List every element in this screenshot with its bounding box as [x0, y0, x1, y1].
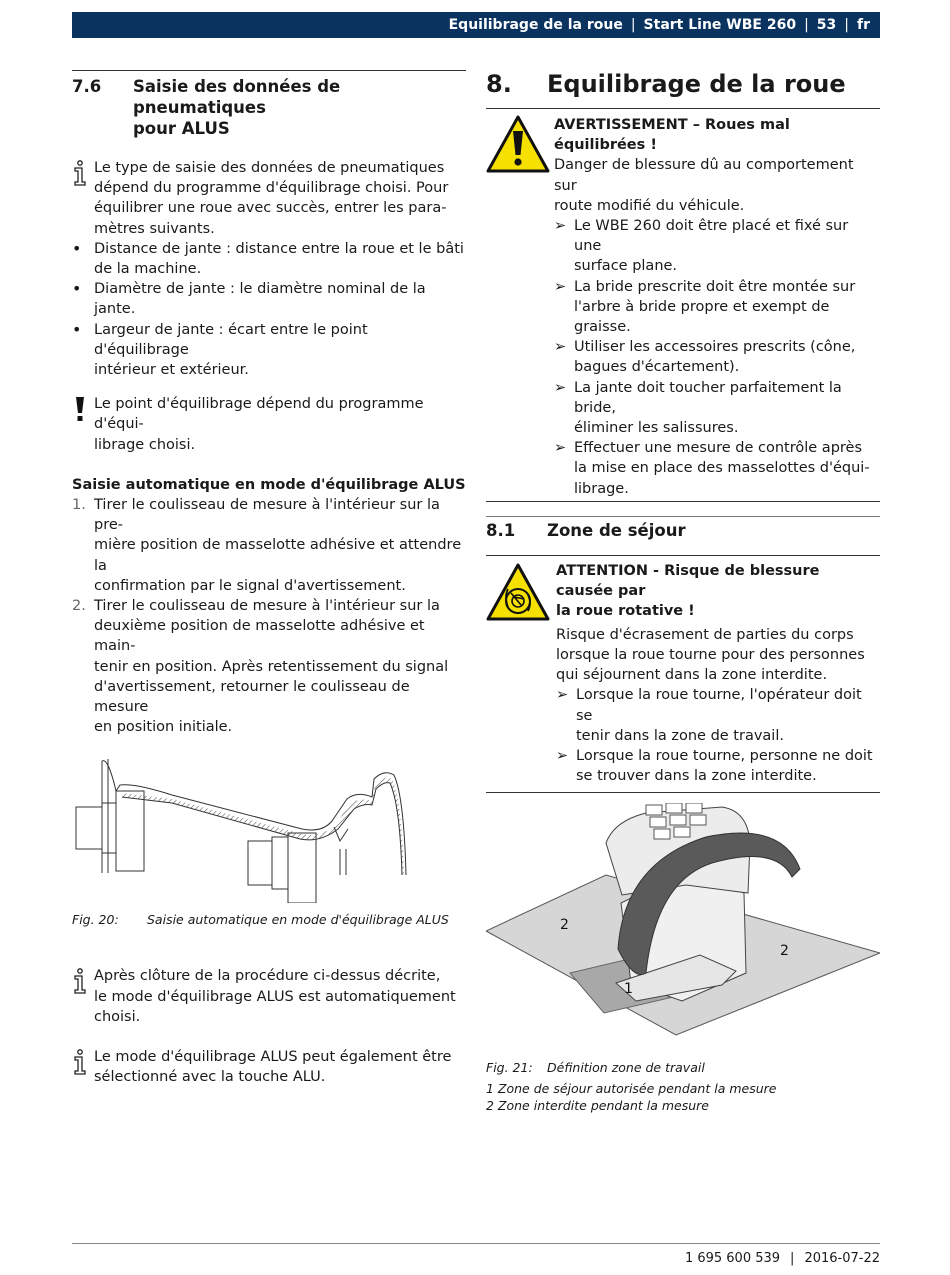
- instruction-item: [556, 746, 880, 786]
- warning-note-text: [94, 394, 466, 455]
- step-number: 2.: [72, 598, 86, 615]
- step-item: [72, 495, 466, 596]
- text-line: La bride prescrite doit être montée sur: [574, 278, 856, 295]
- text-line: le mode d'équilibrage ALUS est automatiquement: [94, 988, 456, 1005]
- text-line: lorsque la roue tourne pour des personnes: [556, 647, 865, 664]
- text-line: Le mode d'équilibrage ALUS peut également être: [94, 1049, 452, 1066]
- text-line: de la machine.: [94, 261, 202, 278]
- instruction-item: [554, 438, 880, 499]
- text-line: Effectuer une mesure de contrôle après: [574, 440, 863, 457]
- instruction-item: [554, 216, 880, 277]
- step-item: [72, 596, 466, 737]
- text-line: sélectionné avec la touche ALU.: [94, 1069, 326, 1086]
- text-line: choisi.: [94, 1008, 141, 1025]
- step-number: 1.: [72, 497, 86, 514]
- figure-label: Fig. 20:: [72, 912, 119, 928]
- text-line: Lorsque la roue tourne, l'opérateur doit se: [576, 687, 862, 724]
- warning-title: AVERTISSEMENT – Roues mal équilibrées !: [554, 117, 790, 154]
- section-title-line: Saisie des données de pneumatiques: [133, 77, 341, 117]
- text-line: mière position de masselotte adhésive et attendre la: [94, 537, 462, 574]
- warning-bottom-rule: [486, 792, 880, 793]
- text-line: Tirer le coulisseau de mesure à l'intérieur sur la: [94, 598, 440, 615]
- info-note: [72, 1047, 466, 1087]
- info-note-text: [94, 966, 466, 1027]
- figure-caption: [72, 911, 466, 928]
- warning-block: [486, 115, 880, 499]
- warning-top-rule: [486, 108, 880, 109]
- work-zone-figure: [486, 803, 880, 1053]
- text-line: la mise en place des masselottes d'équi-: [574, 460, 870, 477]
- subsection-number: 8.1: [486, 520, 516, 540]
- page-header: [72, 12, 880, 38]
- header-separator: |: [630, 17, 636, 33]
- text-line: Distance de jante : distance entre la roue et le bâti: [94, 240, 464, 257]
- text-line: librage.: [574, 480, 629, 497]
- info-note: [72, 158, 466, 239]
- warning-top-rule: [486, 555, 880, 556]
- document-number: 1 695 600 539: [684, 1251, 781, 1266]
- zone-1-label: 1: [624, 981, 633, 998]
- figure-legend-item: 2 Zone interdite pendant la mesure: [486, 1098, 709, 1114]
- section-title-line: pour ALUS: [133, 119, 230, 138]
- bullet-item: [72, 320, 466, 381]
- header-product: Start Line WBE 260: [643, 17, 797, 33]
- footer-rule: [72, 1243, 880, 1244]
- header-page-number: 53: [816, 17, 837, 33]
- text-line: Lorsque la roue tourne, personne ne doit: [576, 748, 873, 765]
- parameter-list: [72, 239, 466, 380]
- left-column: [72, 70, 466, 1088]
- warning-bottom-rule: [486, 501, 880, 502]
- info-icon: [72, 968, 88, 994]
- caution-instructions: [556, 685, 880, 786]
- text-line: intérieur et extérieur.: [94, 362, 249, 379]
- text-line: Le type de saisie des données de pneumatiques: [94, 160, 445, 176]
- zone-2-label: 2: [780, 943, 789, 960]
- info-icon: [72, 1049, 88, 1075]
- text-line: Le WBE 260 doit être placé et fixé sur une: [574, 218, 849, 255]
- figure-caption-text: Définition zone de travail: [547, 1060, 705, 1076]
- text-line: librage choisi.: [94, 436, 196, 453]
- figure-caption: [486, 1059, 880, 1076]
- text-line: surface plane.: [574, 258, 678, 275]
- text-line: Utiliser les accessoires prescrits (cône,: [574, 339, 856, 356]
- instruction-item: [554, 337, 880, 377]
- text-line: confirmation par le signal d'avertissement.: [94, 577, 406, 594]
- header-separator: |: [844, 17, 849, 33]
- info-note-text: [94, 158, 466, 239]
- text-line: tenir en position. Après retentissement du signal: [94, 658, 449, 675]
- caution-title-line: ATTENTION - Risque de blessure causée par: [556, 562, 820, 600]
- figure-caption-text: Saisie automatique en mode d'équilibrage ALUS: [147, 912, 449, 928]
- caution-body: [486, 625, 880, 787]
- instruction-item: [554, 378, 880, 439]
- text-line: en position initiale.: [94, 719, 233, 736]
- text-line: La jante doit toucher parfaitement la bride,: [574, 379, 842, 416]
- bullet-item: [72, 239, 466, 279]
- header-separator: |: [804, 17, 809, 33]
- footer-separator: |: [790, 1251, 795, 1266]
- text-line: bagues d'écartement).: [574, 359, 740, 376]
- text-line: route modifié du véhicule.: [554, 197, 745, 214]
- text-line: Risque d'écrasement de parties du corps: [556, 626, 854, 643]
- text-line: dépend du programme d'équilibrage choisi. Pour: [94, 180, 449, 197]
- exclamation-icon: [72, 396, 88, 422]
- text-line: Diamètre de jante : le diamètre nominal de la jante.: [94, 281, 426, 318]
- info-note: [72, 966, 466, 1027]
- text-line: qui séjournent dans la zone interdite.: [556, 667, 828, 684]
- figure-label: Fig. 21:: [486, 1060, 533, 1076]
- chapter-title: Equilibrage de la roue: [547, 70, 846, 98]
- caution-block: [486, 561, 880, 625]
- warning-triangle-icon: [486, 115, 550, 173]
- subsection-title: Zone de séjour: [547, 520, 686, 540]
- warning-body: [554, 155, 880, 216]
- text-line: tenir dans la zone de travail.: [576, 727, 784, 744]
- text-line: mètres suivants.: [94, 220, 215, 237]
- header-section: Equilibrage de la roue: [448, 17, 623, 33]
- instruction-item: [554, 277, 880, 338]
- caution-text: [486, 625, 880, 686]
- procedure-steps: [72, 495, 466, 737]
- text-line: éliminer les salissures.: [574, 420, 739, 437]
- warning-note: [72, 394, 466, 455]
- section-rule: [486, 516, 880, 517]
- text-line: Après clôture de la procédure ci-dessus décrite,: [94, 968, 441, 985]
- text-line: Le point d'équilibrage dépend du programme d'équi-: [94, 396, 424, 433]
- rotating-wheel-hazard-icon: [486, 563, 550, 621]
- subsection-heading: [486, 520, 880, 541]
- zone-2-label: 2: [560, 917, 569, 934]
- text-line: Tirer le coulisseau de mesure à l'intérieur sur la pre-: [94, 497, 440, 534]
- section-heading: [72, 76, 466, 139]
- text-line: d'avertissement, retourner le coulisseau de mesure: [94, 678, 410, 716]
- rim-cross-section-figure: [72, 757, 466, 903]
- caution-title-line: la roue rotative !: [556, 603, 695, 620]
- chapter-heading: [486, 70, 880, 98]
- text-line: Danger de blessure dû au comportement sur: [554, 157, 854, 194]
- page-footer: [685, 1251, 880, 1266]
- bullet-item: [72, 279, 466, 319]
- instruction-item: [556, 685, 880, 746]
- text-line: Largeur de jante : écart entre le point d'équilibrage: [94, 321, 368, 358]
- document-date: 2016-07-22: [804, 1251, 880, 1266]
- text-line: se trouver dans la zone interdite.: [576, 768, 817, 785]
- subheading: Saisie automatique en mode d'équilibrage ALUS: [72, 476, 466, 493]
- figure-legend-item: 1 Zone de séjour autorisée pendant la mesure: [486, 1081, 777, 1097]
- info-icon: [72, 160, 88, 186]
- section-number: 7.6: [72, 77, 102, 96]
- chapter-number: 8.: [486, 70, 512, 98]
- header-language: fr: [857, 17, 870, 33]
- section-rule: [72, 70, 466, 71]
- info-note-text: [94, 1047, 466, 1087]
- text-line: deuxième position de masselotte adhésive et main-: [94, 618, 425, 655]
- text-line: équilibrer une roue avec succès, entrer les para-: [94, 200, 447, 217]
- right-column: [486, 70, 880, 1114]
- text-line: l'arbre à bride propre et exempt de graisse.: [574, 298, 830, 336]
- warning-instructions: [554, 216, 880, 499]
